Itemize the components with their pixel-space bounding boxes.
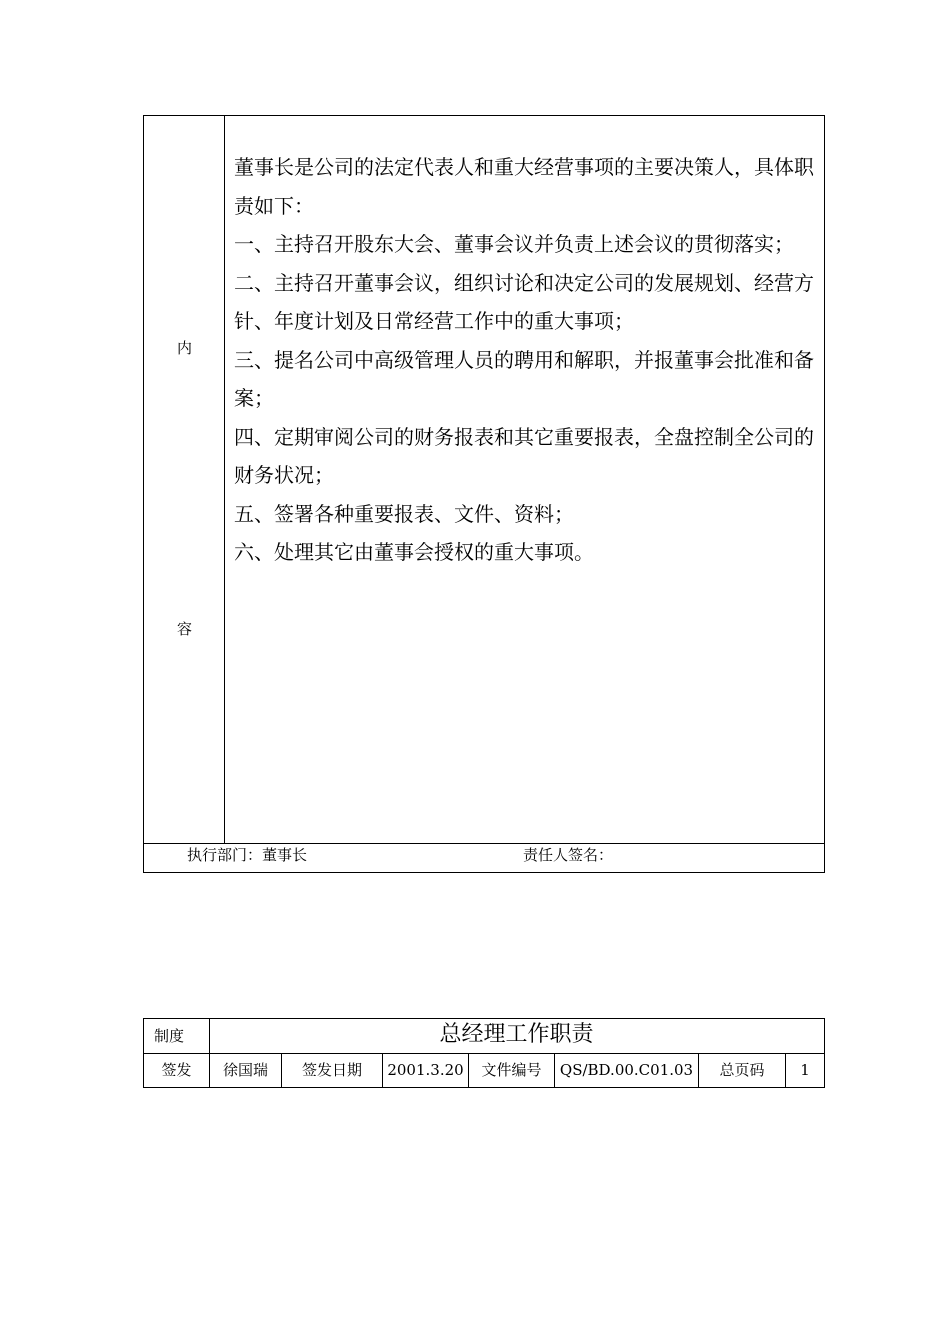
table-column-divider — [224, 115, 225, 843]
footer-signature: 责任人签名： — [523, 846, 614, 864]
table-border-left — [143, 115, 144, 873]
category-cell: 制度 — [153, 1027, 184, 1045]
document-title: 总经理工作职责 — [439, 1022, 594, 1047]
issuer-value: 徐国瑞 — [222, 1061, 268, 1079]
doc-number-value: QS/BD.00.C01.03 — [559, 1061, 694, 1079]
table-footer-divider — [143, 843, 825, 844]
table-border-right — [824, 115, 825, 873]
duty-item-4: 四、定期审阅公司的财务报表和其它重要报表，全盘控制全公司的财务状况； — [234, 424, 814, 487]
issuer-label: 签发 — [161, 1061, 192, 1079]
date-label: 签发日期 — [301, 1061, 362, 1079]
side-label-bottom: 容 — [176, 620, 192, 638]
duties-intro: 董事长是公司的法定代表人和重大经营事项的主要决策人，具体职责如下： — [234, 155, 814, 218]
doc-number-label: 文件编号 — [481, 1061, 542, 1079]
duty-item-3: 三、提名公司中高级管理人员的聘用和解职，并报董事会批准和备案； — [234, 347, 814, 410]
page-count-label: 总页码 — [719, 1061, 765, 1079]
duty-item-5: 五、签署各种重要报表、文件、资料； — [234, 501, 574, 526]
duty-item-6: 六、处理其它由董事会授权的重大事项。 — [234, 540, 594, 564]
side-label-top: 内 — [176, 339, 192, 357]
duty-item-1: 一、主持召开股东大会、董事会议并负责上述会议的贯彻落实； — [234, 232, 794, 256]
footer-department: 执行部门：董事长 — [187, 846, 308, 864]
header-border-right — [824, 1018, 825, 1088]
table-border-bottom — [143, 872, 825, 873]
duty-item-2: 二、主持召开董事会议，组织讨论和决定公司的发展规划、经营方针、年度计划及日常经营工作中的重大事项； — [234, 270, 814, 333]
header-row-divider — [143, 1053, 825, 1054]
duties-content — [234, 148, 819, 572]
header-border-top — [143, 1018, 825, 1019]
page-count-value: 1 — [800, 1061, 810, 1079]
header-border-bottom — [143, 1087, 825, 1088]
date-value: 2001.3.20 — [387, 1061, 464, 1079]
table-border-top — [143, 115, 825, 116]
